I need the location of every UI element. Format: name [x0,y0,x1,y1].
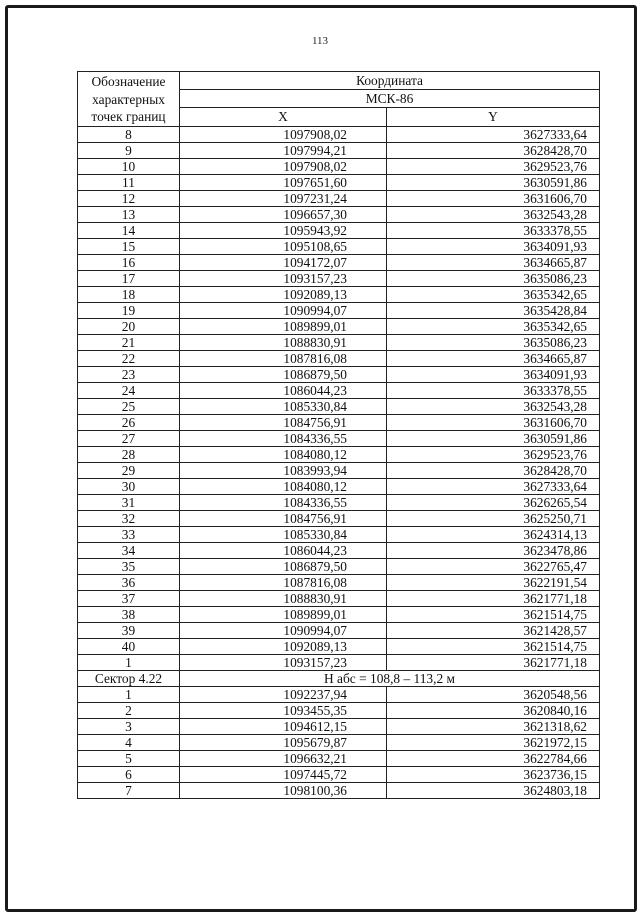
y-coordinate-cell: 3631606,70 [387,414,600,430]
x-coordinate-cell: 1088830,91 [180,334,387,350]
table-row [78,382,600,398]
coordinate-system-header: МСК-86 [180,90,600,108]
point-number-cell: 1 [78,686,180,702]
table-row [78,350,600,366]
point-number-cell: 20 [78,318,180,334]
y-coordinate-cell: 3635342,65 [387,318,600,334]
x-coordinate-cell: 1083993,94 [180,462,387,478]
point-number-cell: 5 [78,750,180,766]
y-coordinate-cell: 3628428,70 [387,462,600,478]
point-number-cell: 13 [78,206,180,222]
table-row [78,334,600,350]
x-coordinate-cell: 1084756,91 [180,414,387,430]
point-number-cell: 37 [78,590,180,606]
point-number-cell: 26 [78,414,180,430]
x-coordinate-cell: 1094612,15 [180,718,387,734]
y-column-header: Y [387,108,600,126]
y-coordinate-cell: 3625250,71 [387,510,600,526]
table-body [78,126,600,798]
point-number-cell: 2 [78,702,180,718]
y-coordinate-cell: 3631606,70 [387,190,600,206]
y-coordinate-cell: 3635086,23 [387,270,600,286]
x-coordinate-cell: 1092089,13 [180,638,387,654]
y-coordinate-cell: 3632543,28 [387,206,600,222]
x-coordinate-cell: 1097651,60 [180,174,387,190]
point-number-cell: 40 [78,638,180,654]
table-row [78,654,600,670]
point-number-cell: 10 [78,158,180,174]
table-row [78,238,600,254]
point-number-cell: 33 [78,526,180,542]
point-number-cell: 15 [78,238,180,254]
table-row [78,510,600,526]
point-number-cell: 4 [78,734,180,750]
x-coordinate-cell: 1096632,21 [180,750,387,766]
y-coordinate-cell: 3634665,87 [387,350,600,366]
x-coordinate-cell: 1097445,72 [180,766,387,782]
x-coordinate-cell: 1084080,12 [180,478,387,494]
y-coordinate-cell: 3630591,86 [387,430,600,446]
point-number-cell: 8 [78,126,180,142]
table-row [78,526,600,542]
y-coordinate-cell: 3621771,18 [387,654,600,670]
y-coordinate-cell: 3622191,54 [387,574,600,590]
table-row [78,622,600,638]
table-row [78,270,600,286]
x-coordinate-cell: 1090994,07 [180,302,387,318]
point-number-cell: 19 [78,302,180,318]
y-coordinate-cell: 3629523,76 [387,158,600,174]
table-row [78,446,600,462]
table-row [78,462,600,478]
coordinate-header: Координата [180,72,600,90]
table-row [78,430,600,446]
x-coordinate-cell: 1097908,02 [180,158,387,174]
y-coordinate-cell: 3620840,16 [387,702,600,718]
table-row [78,590,600,606]
x-coordinate-cell: 1087816,08 [180,350,387,366]
table-row [78,366,600,382]
table-row [78,158,600,174]
y-coordinate-cell: 3620548,56 [387,686,600,702]
point-number-cell: 35 [78,558,180,574]
x-coordinate-cell: 1097231,24 [180,190,387,206]
x-coordinate-cell: 1086044,23 [180,382,387,398]
x-coordinate-cell: 1088830,91 [180,590,387,606]
y-coordinate-cell: 3634091,93 [387,238,600,254]
table-row [78,542,600,558]
y-coordinate-cell: 3623478,86 [387,542,600,558]
x-coordinate-cell: 1090994,07 [180,622,387,638]
point-number-cell: 3 [78,718,180,734]
x-coordinate-cell: 1087816,08 [180,574,387,590]
x-coordinate-cell: 1093455,35 [180,702,387,718]
y-coordinate-cell: 3624803,18 [387,782,600,798]
table-row [78,782,600,798]
y-coordinate-cell: 3635342,65 [387,286,600,302]
section-elevation: Н абс = 108,8 – 113,2 м [180,670,600,686]
x-coordinate-cell: 1094172,07 [180,254,387,270]
coordinates-table [77,71,600,799]
y-coordinate-cell: 3623736,15 [387,766,600,782]
y-coordinate-cell: 3624314,13 [387,526,600,542]
point-number-cell: 34 [78,542,180,558]
point-number-cell: 25 [78,398,180,414]
point-number-cell: 29 [78,462,180,478]
table-row [78,222,600,238]
y-coordinate-cell: 3621514,75 [387,606,600,622]
table-row [78,750,600,766]
point-number-cell: 38 [78,606,180,622]
x-column-header: X [180,108,387,126]
section-label: Сектор 4.22 [78,670,180,686]
y-coordinate-cell: 3633378,55 [387,382,600,398]
point-number-cell: 7 [78,782,180,798]
x-coordinate-cell: 1085330,84 [180,526,387,542]
point-number-cell: 22 [78,350,180,366]
table-row [78,478,600,494]
section-row [78,670,600,686]
table-row [78,574,600,590]
x-coordinate-cell: 1097994,21 [180,142,387,158]
point-number-cell: 11 [78,174,180,190]
table-row [78,718,600,734]
table-row [78,398,600,414]
point-number-cell: 28 [78,446,180,462]
y-coordinate-cell: 3622784,66 [387,750,600,766]
x-coordinate-cell: 1096657,30 [180,206,387,222]
point-number-cell: 1 [78,654,180,670]
y-coordinate-cell: 3635086,23 [387,334,600,350]
x-coordinate-cell: 1084336,55 [180,494,387,510]
point-number-cell: 30 [78,478,180,494]
table-row [78,766,600,782]
table-row [78,494,600,510]
point-number-cell: 27 [78,430,180,446]
x-coordinate-cell: 1097908,02 [180,126,387,142]
table-row [78,126,600,142]
point-number-cell: 32 [78,510,180,526]
table-row [78,174,600,190]
x-coordinate-cell: 1093157,23 [180,654,387,670]
point-number-cell: 21 [78,334,180,350]
x-coordinate-cell: 1093157,23 [180,270,387,286]
table-row [78,142,600,158]
point-number-cell: 17 [78,270,180,286]
y-coordinate-cell: 3627333,64 [387,478,600,494]
x-coordinate-cell: 1084756,91 [180,510,387,526]
x-coordinate-cell: 1086879,50 [180,366,387,382]
table-row [78,286,600,302]
x-coordinate-cell: 1095943,92 [180,222,387,238]
point-number-cell: 36 [78,574,180,590]
y-coordinate-cell: 3626265,54 [387,494,600,510]
table-row [78,606,600,622]
point-number-cell: 24 [78,382,180,398]
point-number-cell: 6 [78,766,180,782]
y-coordinate-cell: 3629523,76 [387,446,600,462]
point-number-cell: 9 [78,142,180,158]
x-coordinate-cell: 1092089,13 [180,286,387,302]
table-row [78,638,600,654]
table-row [78,190,600,206]
points-header: Обозначение характерных точек границ [78,72,180,127]
y-coordinate-cell: 3621972,15 [387,734,600,750]
point-number-cell: 39 [78,622,180,638]
y-coordinate-cell: 3632543,28 [387,398,600,414]
point-number-cell: 18 [78,286,180,302]
point-number-cell: 16 [78,254,180,270]
table-row [78,414,600,430]
point-number-cell: 23 [78,366,180,382]
x-coordinate-cell: 1089899,01 [180,318,387,334]
y-coordinate-cell: 3622765,47 [387,558,600,574]
point-number-cell: 31 [78,494,180,510]
y-coordinate-cell: 3634091,93 [387,366,600,382]
y-coordinate-cell: 3634665,87 [387,254,600,270]
x-coordinate-cell: 1098100,36 [180,782,387,798]
point-number-cell: 12 [78,190,180,206]
y-coordinate-cell: 3635428,84 [387,302,600,318]
table-row [78,318,600,334]
table-row [78,254,600,270]
point-number-cell: 14 [78,222,180,238]
x-coordinate-cell: 1095108,65 [180,238,387,254]
x-coordinate-cell: 1086044,23 [180,542,387,558]
y-coordinate-cell: 3621514,75 [387,638,600,654]
y-coordinate-cell: 3627333,64 [387,126,600,142]
table-row [78,206,600,222]
x-coordinate-cell: 1092237,94 [180,686,387,702]
table-row [78,302,600,318]
y-coordinate-cell: 3633378,55 [387,222,600,238]
y-coordinate-cell: 3621318,62 [387,718,600,734]
x-coordinate-cell: 1089899,01 [180,606,387,622]
y-coordinate-cell: 3621771,18 [387,590,600,606]
x-coordinate-cell: 1095679,87 [180,734,387,750]
page-number: 113 [311,35,329,47]
y-coordinate-cell: 3628428,70 [387,142,600,158]
table-row [78,734,600,750]
y-coordinate-cell: 3621428,57 [387,622,600,638]
table-row [78,686,600,702]
y-coordinate-cell: 3630591,86 [387,174,600,190]
x-coordinate-cell: 1084080,12 [180,446,387,462]
x-coordinate-cell: 1084336,55 [180,430,387,446]
x-coordinate-cell: 1085330,84 [180,398,387,414]
x-coordinate-cell: 1086879,50 [180,558,387,574]
table-row [78,558,600,574]
table-row [78,702,600,718]
